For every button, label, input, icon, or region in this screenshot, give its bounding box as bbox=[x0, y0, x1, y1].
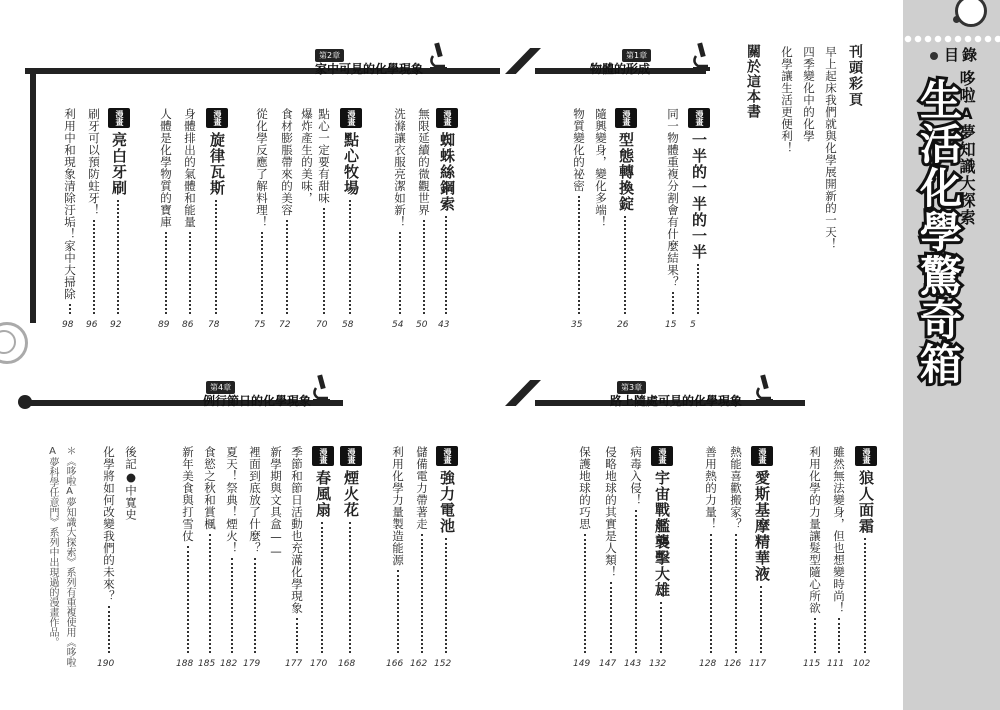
manga-badge: 漫畫 bbox=[312, 446, 334, 466]
entry-title bbox=[436, 108, 458, 212]
page-number: 86 bbox=[182, 320, 194, 330]
toc-label-text: 目錄 bbox=[944, 46, 981, 64]
entry-title bbox=[663, 108, 683, 288]
page-number: 96 bbox=[86, 320, 98, 330]
leader-dots bbox=[189, 232, 191, 314]
entry-title bbox=[414, 108, 434, 216]
leader-dots bbox=[838, 618, 840, 653]
leader-dots bbox=[108, 606, 110, 653]
entry-text: 型態轉換錠 bbox=[617, 132, 635, 212]
manga-badge: 漫畫 bbox=[615, 108, 637, 128]
entry-text: 熱能喜歡搬家？ bbox=[729, 446, 743, 530]
page-number: 149 bbox=[573, 659, 591, 669]
chapter1-title: 物體的形成 bbox=[590, 62, 651, 76]
page-number: 102 bbox=[853, 659, 871, 669]
leader-dots bbox=[672, 292, 674, 314]
leader-dots bbox=[165, 232, 167, 314]
leader-dots bbox=[261, 232, 263, 314]
manga-badge: 漫畫 bbox=[340, 108, 362, 128]
chapter2-tag: 第2章 bbox=[315, 49, 344, 62]
page-number: 126 bbox=[724, 659, 742, 669]
entry-title bbox=[855, 446, 877, 534]
chapter3-banner bbox=[505, 380, 805, 408]
page-number: 132 bbox=[649, 659, 667, 669]
chapter4-title: 例行節日的化學現象 bbox=[203, 394, 312, 408]
microscope-icon bbox=[753, 374, 775, 404]
front-line-2: 四季變化中的化學 bbox=[802, 46, 816, 142]
manga-badge: 漫畫 bbox=[651, 446, 673, 466]
orbit-dot-icon bbox=[953, 16, 960, 23]
entry-title bbox=[206, 108, 228, 196]
leader-dots bbox=[584, 534, 586, 653]
manga-badge: 漫畫 bbox=[855, 446, 877, 466]
page-number: 115 bbox=[803, 659, 821, 669]
page-number: 98 bbox=[62, 320, 74, 330]
entry-title bbox=[277, 108, 297, 216]
chapter4-tag: 第4章 bbox=[206, 381, 235, 394]
leader-dots bbox=[445, 216, 447, 314]
manga-badge: 漫畫 bbox=[688, 108, 710, 128]
microscope-icon bbox=[690, 42, 712, 72]
entry-text: 善用熱的力量！ bbox=[704, 446, 718, 530]
page-number: 128 bbox=[699, 659, 717, 669]
toc-label bbox=[930, 44, 980, 65]
page-number: 75 bbox=[254, 320, 266, 330]
entry-title bbox=[99, 446, 119, 602]
entry-title bbox=[388, 446, 408, 566]
entry-text: 利用化學的力量讓髮型隨心所欲 bbox=[808, 446, 822, 614]
entry-text: 季節和節日活動也充滿化學現象 bbox=[290, 446, 304, 614]
entry-title bbox=[200, 446, 220, 530]
manga-badge: 漫畫 bbox=[108, 108, 130, 128]
entry-title bbox=[805, 446, 825, 614]
entry-title bbox=[180, 108, 200, 228]
manga-badge: 漫畫 bbox=[436, 446, 458, 466]
manga-badge: 漫畫 bbox=[340, 446, 362, 466]
manga-badge: 漫畫 bbox=[436, 108, 458, 128]
leader-dots bbox=[445, 538, 447, 653]
page-number: 117 bbox=[749, 659, 767, 669]
entry-title bbox=[312, 446, 334, 518]
entry-text: 同一物體重複分割會有什麼結果？ bbox=[666, 108, 680, 288]
bullet-icon bbox=[930, 52, 938, 60]
entry-title bbox=[222, 446, 242, 554]
entry-title bbox=[340, 108, 362, 196]
entry-title bbox=[726, 446, 746, 530]
entry-text: 刷牙可以預防蛀牙！ bbox=[87, 108, 101, 216]
leader-dots bbox=[349, 522, 351, 653]
entry-text: 雖然無法變身，但也想變時尚！ bbox=[832, 446, 846, 614]
front-heading: 刊頭彩頁 bbox=[847, 44, 863, 108]
leader-dots bbox=[814, 618, 816, 653]
entry-title bbox=[340, 446, 362, 518]
leader-dots bbox=[231, 558, 233, 653]
page-number: 177 bbox=[285, 659, 303, 669]
entry-text: 利用中和現象清除汙垢！家中大掃除 bbox=[63, 108, 77, 300]
entry-title bbox=[121, 446, 141, 521]
entry-text: 蜘蛛絲鋼索 bbox=[438, 132, 456, 212]
leader-dots bbox=[635, 510, 637, 653]
entry-text: 旋律瓦斯 bbox=[208, 132, 226, 196]
leader-dots bbox=[735, 534, 737, 653]
entry-text: 夏天！祭典！煙火！ bbox=[225, 446, 239, 554]
leader-dots bbox=[624, 216, 626, 314]
entry-title bbox=[108, 108, 130, 196]
leader-dots bbox=[399, 232, 401, 314]
entry-text: 侵略地球的其實是人類！ bbox=[604, 446, 618, 578]
page-number: 58 bbox=[342, 320, 354, 330]
entry-text: 無限延續的微觀世界 bbox=[417, 108, 431, 216]
leader-dots bbox=[321, 522, 323, 653]
entry-title bbox=[591, 108, 611, 228]
entry-text: 儲備電力帶著走 bbox=[415, 446, 429, 530]
chapter3-title: 路上隨處可見的化學現象 bbox=[610, 394, 743, 408]
page-number: 188 bbox=[176, 659, 194, 669]
leader-dots bbox=[697, 264, 699, 314]
entry-text: 亮白牙刷 bbox=[110, 132, 128, 196]
entry-text: 爆炸產生的美味， bbox=[300, 108, 314, 204]
entry-text: 新年美食與打雪仗 bbox=[181, 446, 195, 542]
entry-text: 利用化學力量製造能源 bbox=[391, 446, 405, 566]
entry-title bbox=[436, 446, 458, 534]
series-note-2: A夢科學任意門》系列中出現過的漫畫作品。 bbox=[47, 446, 58, 647]
leader-dots bbox=[421, 534, 423, 653]
leader-dots bbox=[187, 546, 189, 653]
entry-title bbox=[601, 446, 621, 578]
page-number: 92 bbox=[110, 320, 122, 330]
entry-title bbox=[569, 108, 589, 192]
page-number: 166 bbox=[386, 659, 404, 669]
page-number: 5 bbox=[690, 320, 696, 330]
entry-text: 人體是化學物質的寶庫 bbox=[159, 108, 173, 228]
leader-dots bbox=[760, 586, 762, 653]
manga-badge: 漫畫 bbox=[751, 446, 773, 466]
leader-dots bbox=[296, 618, 298, 653]
chapter2-title: 家中可見的化學現象 bbox=[315, 62, 424, 76]
leader-dots bbox=[215, 200, 217, 314]
entry-text: 一半的一半的一半 bbox=[690, 132, 708, 260]
entry-title bbox=[266, 446, 286, 559]
page-number: 70 bbox=[316, 320, 328, 330]
entry-title bbox=[651, 446, 673, 598]
page-number: 89 bbox=[158, 320, 170, 330]
entry-title bbox=[314, 108, 334, 204]
page-number: 78 bbox=[208, 320, 220, 330]
entry-text: 裡面到底放了什麼？ bbox=[248, 446, 262, 554]
entry-text: 新學期與文具盒—— bbox=[269, 446, 283, 559]
page-number: 170 bbox=[310, 659, 328, 669]
entry-text: 愛斯基摩精華液 bbox=[753, 470, 771, 582]
chapter2-banner bbox=[25, 48, 500, 76]
chapter3-tag: 第3章 bbox=[617, 381, 646, 394]
entry-title bbox=[688, 108, 710, 260]
entry-title bbox=[245, 446, 265, 554]
entry-text: 點心牧場 bbox=[342, 132, 360, 196]
leader-dots bbox=[69, 304, 71, 314]
entry-title bbox=[178, 446, 198, 542]
entry-text: 從化學反應了解料理！ bbox=[255, 108, 269, 228]
leader-dots bbox=[349, 200, 351, 314]
entry-text: 食慾之秋和賞楓 bbox=[203, 446, 217, 530]
entry-text: 化學將如何改變我們的未來？ bbox=[102, 446, 116, 602]
entry-title bbox=[60, 108, 80, 300]
series-name: 哆啦A夢知識大探索 bbox=[957, 70, 976, 226]
entry-text: 洗滌讓衣服亮潔如新！ bbox=[393, 108, 407, 228]
microscope-icon bbox=[427, 42, 449, 72]
entry-text: 保護地球的巧思 bbox=[578, 446, 592, 530]
page-number: 43 bbox=[438, 320, 450, 330]
leader-dots bbox=[286, 220, 288, 314]
chapter1-banner bbox=[505, 48, 720, 76]
page-number: 152 bbox=[434, 659, 452, 669]
leader-dots bbox=[254, 558, 256, 653]
front-line-1: 早上起床我們就與化學展開新的一天！ bbox=[824, 46, 838, 250]
entry-title bbox=[84, 108, 104, 216]
microscope-icon bbox=[310, 374, 332, 404]
page-number: 182 bbox=[220, 659, 238, 669]
about-this-book: 關於這本書 bbox=[745, 44, 761, 119]
chapter4-banner bbox=[18, 380, 343, 408]
entry-title bbox=[156, 108, 176, 228]
entry-title bbox=[575, 446, 595, 530]
entry-text: 隨興變身，變化多端！ bbox=[594, 108, 608, 228]
entry-text: 病毒入侵！ bbox=[629, 446, 643, 506]
entry-text: 宇宙戰艦襲擊大雄 bbox=[653, 470, 671, 598]
leader-dots bbox=[117, 200, 119, 314]
entry-text: 身體排出的氣體和能量 bbox=[183, 108, 197, 228]
leader-dots bbox=[864, 538, 866, 653]
leader-dots bbox=[660, 602, 662, 653]
entry-text: 點心一定要有甜味 bbox=[317, 108, 331, 204]
chapter2-rule bbox=[30, 68, 36, 323]
banner-cap bbox=[18, 395, 32, 409]
series-note-1: ＊《哆啦A夢知識大探索》系列有重複使用《哆啦 bbox=[64, 446, 75, 667]
leader-dots bbox=[323, 208, 325, 314]
book-title: 生活化學驚奇箱 bbox=[914, 78, 963, 386]
entry-title bbox=[829, 446, 849, 614]
entry-title bbox=[412, 446, 432, 530]
front-line-3: 化學讓生活更便利！ bbox=[780, 46, 794, 154]
entry-text: 物質變化的祕密 bbox=[572, 108, 586, 192]
page-number: 179 bbox=[243, 659, 261, 669]
page-number: 50 bbox=[416, 320, 428, 330]
page-number: 162 bbox=[410, 659, 428, 669]
entry-title bbox=[751, 446, 773, 582]
page-number: 26 bbox=[617, 320, 629, 330]
wavy-border bbox=[903, 34, 1000, 44]
leader-dots bbox=[610, 582, 612, 653]
entry-title bbox=[390, 108, 410, 228]
entry-title bbox=[287, 446, 307, 614]
entry-title bbox=[252, 108, 272, 228]
leader-dots bbox=[710, 534, 712, 653]
page-number: 147 bbox=[599, 659, 617, 669]
leader-dots bbox=[423, 220, 425, 314]
page-number: 190 bbox=[97, 659, 115, 669]
page-number: 35 bbox=[571, 320, 583, 330]
page-number: 72 bbox=[279, 320, 291, 330]
entry-text: 後記●中寬史 bbox=[124, 446, 138, 521]
leader-dots bbox=[209, 534, 211, 653]
page-number: 111 bbox=[827, 659, 845, 669]
page-number: 143 bbox=[624, 659, 642, 669]
page-number: 54 bbox=[392, 320, 404, 330]
entry-text: 食材膨脹帶來的美容 bbox=[280, 108, 294, 216]
leader-dots bbox=[397, 570, 399, 653]
entry-text: 煙火花 bbox=[342, 470, 360, 518]
entry-text: 強力電池 bbox=[438, 470, 456, 534]
entry-title bbox=[626, 446, 646, 506]
entry-text: 狼人面霜 bbox=[857, 470, 875, 534]
leader-dots bbox=[578, 196, 580, 314]
entry-title bbox=[701, 446, 721, 530]
entry-title bbox=[297, 108, 317, 204]
page-number: 168 bbox=[338, 659, 356, 669]
entry-title bbox=[615, 108, 637, 212]
page-number: 15 bbox=[665, 320, 677, 330]
entry-text: 春風扇 bbox=[314, 470, 332, 518]
manga-badge: 漫畫 bbox=[206, 108, 228, 128]
page-number: 185 bbox=[198, 659, 216, 669]
chapter1-tag: 第1章 bbox=[622, 49, 651, 62]
leader-dots bbox=[93, 220, 95, 314]
